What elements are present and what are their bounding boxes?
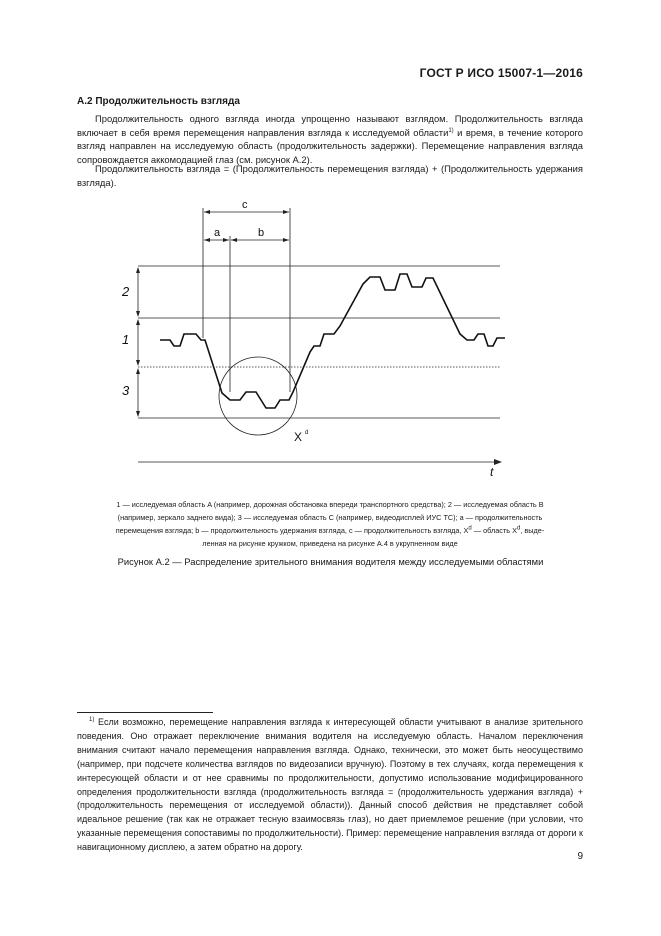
arrow-a-right	[223, 238, 229, 242]
legend-line: , выде-	[520, 526, 545, 535]
arrow-2-bottom	[136, 311, 140, 317]
arrowheads	[136, 210, 502, 465]
document-header: ГОСТ Р ИСО 15007-1—2016	[419, 66, 583, 80]
footnote-separator	[77, 712, 213, 713]
footnote-ref: 1)	[448, 127, 454, 134]
legend-line: 1 — исследуемая область A (например, дорожная обстановка впереди транспортного средства); 2 — исследуемая область B	[116, 500, 544, 509]
arrow-3-top	[136, 368, 140, 374]
label-zone-3: 3	[122, 383, 130, 398]
label-zone-1: 1	[122, 332, 130, 347]
arrow-2-top	[136, 267, 140, 273]
label-c: c	[242, 199, 248, 211]
arrow-b-left	[231, 238, 237, 242]
arrow-3-bottom	[136, 411, 140, 417]
arrow-b-right	[283, 238, 289, 242]
legend-sup: d	[468, 525, 472, 532]
label-time-axis: t	[490, 465, 494, 479]
legend-line: — область X	[471, 526, 517, 535]
label-zone-2: 2	[122, 284, 130, 299]
label-b: b	[258, 227, 265, 239]
label-region-x: X	[294, 430, 303, 444]
paragraph-glance-formula: Продолжительность взгляда = (Продолжительность перемещения взгляда) + (Продолжительность удержания взгляда).	[77, 163, 583, 188]
gaze-trace	[160, 274, 505, 408]
arrow-time-axis	[494, 459, 502, 465]
arrow-a-left	[204, 238, 210, 242]
section-title: A.2 Продолжительность взгляда	[77, 96, 240, 107]
arrow-c-right	[283, 210, 289, 214]
footnote-marker: 1)	[89, 717, 95, 723]
figure-legend	[77, 498, 583, 550]
arrow-1-bottom	[136, 360, 140, 366]
figure-caption: Рисунок A.2 — Распределение зрительного внимания водителя между исследуемыми областями	[117, 556, 544, 567]
legend-line: перемещения взгляда; b — продолжительность удержания взгляда, c — продолжительность взгляда, X	[115, 526, 469, 535]
legend-line: ленная на рисунке кружком, приведена на рисунке A.4 в укрупненном виде	[202, 539, 458, 548]
footnote	[77, 716, 583, 855]
footnote-text: Если возможно, перемещение направления взгляда к интересующей области учитывают в анализе зрительного поведения. Оно отражает переключение внимания водителя на исследуемую область. Началом переключения внимания считают начало перемещения направления взгляда. Однако, технически, это может быть неосуществимо (например, при подсчете количества взглядов по видеозаписи вручную). Поэтому в тех случаях, когда перемещения к интересующей области и от нее сравнимы по продолжительности, допустимо использование модифицированного определения продолжительности взгляда (продолжительность взгляда = (продолжительность удержания взгляда) + (продолжительность перемещения от исследуемой области)). Данный способ действия не представляет собой идеальное решение (так как не отражает тесную взаимосвязь глаз), но дает приемлемое решение (при условии, что указанные перемещения сопоставимы по продолжительности). Пример: перемещение направления взгляда от дороги к навигационному дисплею, а затем обратно на дорогу.	[77, 717, 583, 853]
label-a: a	[214, 227, 221, 239]
legend-sup: d	[517, 525, 521, 532]
paragraph-text-part: и время, в течение которого взгляд направлен на исследуемую область (продолжительность задержки). Перемещение направления взгляда сопровождается аккомодацией глаз (см. рисунок A.2).	[77, 126, 583, 165]
arrow-c-left	[204, 210, 210, 214]
page-number: 9	[577, 851, 583, 862]
paragraph-text-part: Продолжительность одного взгляда иногда упрощенно называют взглядом. Продолжительность взгляда включает в себя время перемещения направления взгляда к исследуемой области	[77, 113, 583, 138]
legend-line: (например, зеркало заднего вида); 3 — исследуемая область C (например, видеодисплей ИУС ТС); a — продолжительность	[117, 513, 543, 522]
arrow-1-top	[136, 319, 140, 325]
label-region-x-sup: d	[305, 430, 309, 436]
